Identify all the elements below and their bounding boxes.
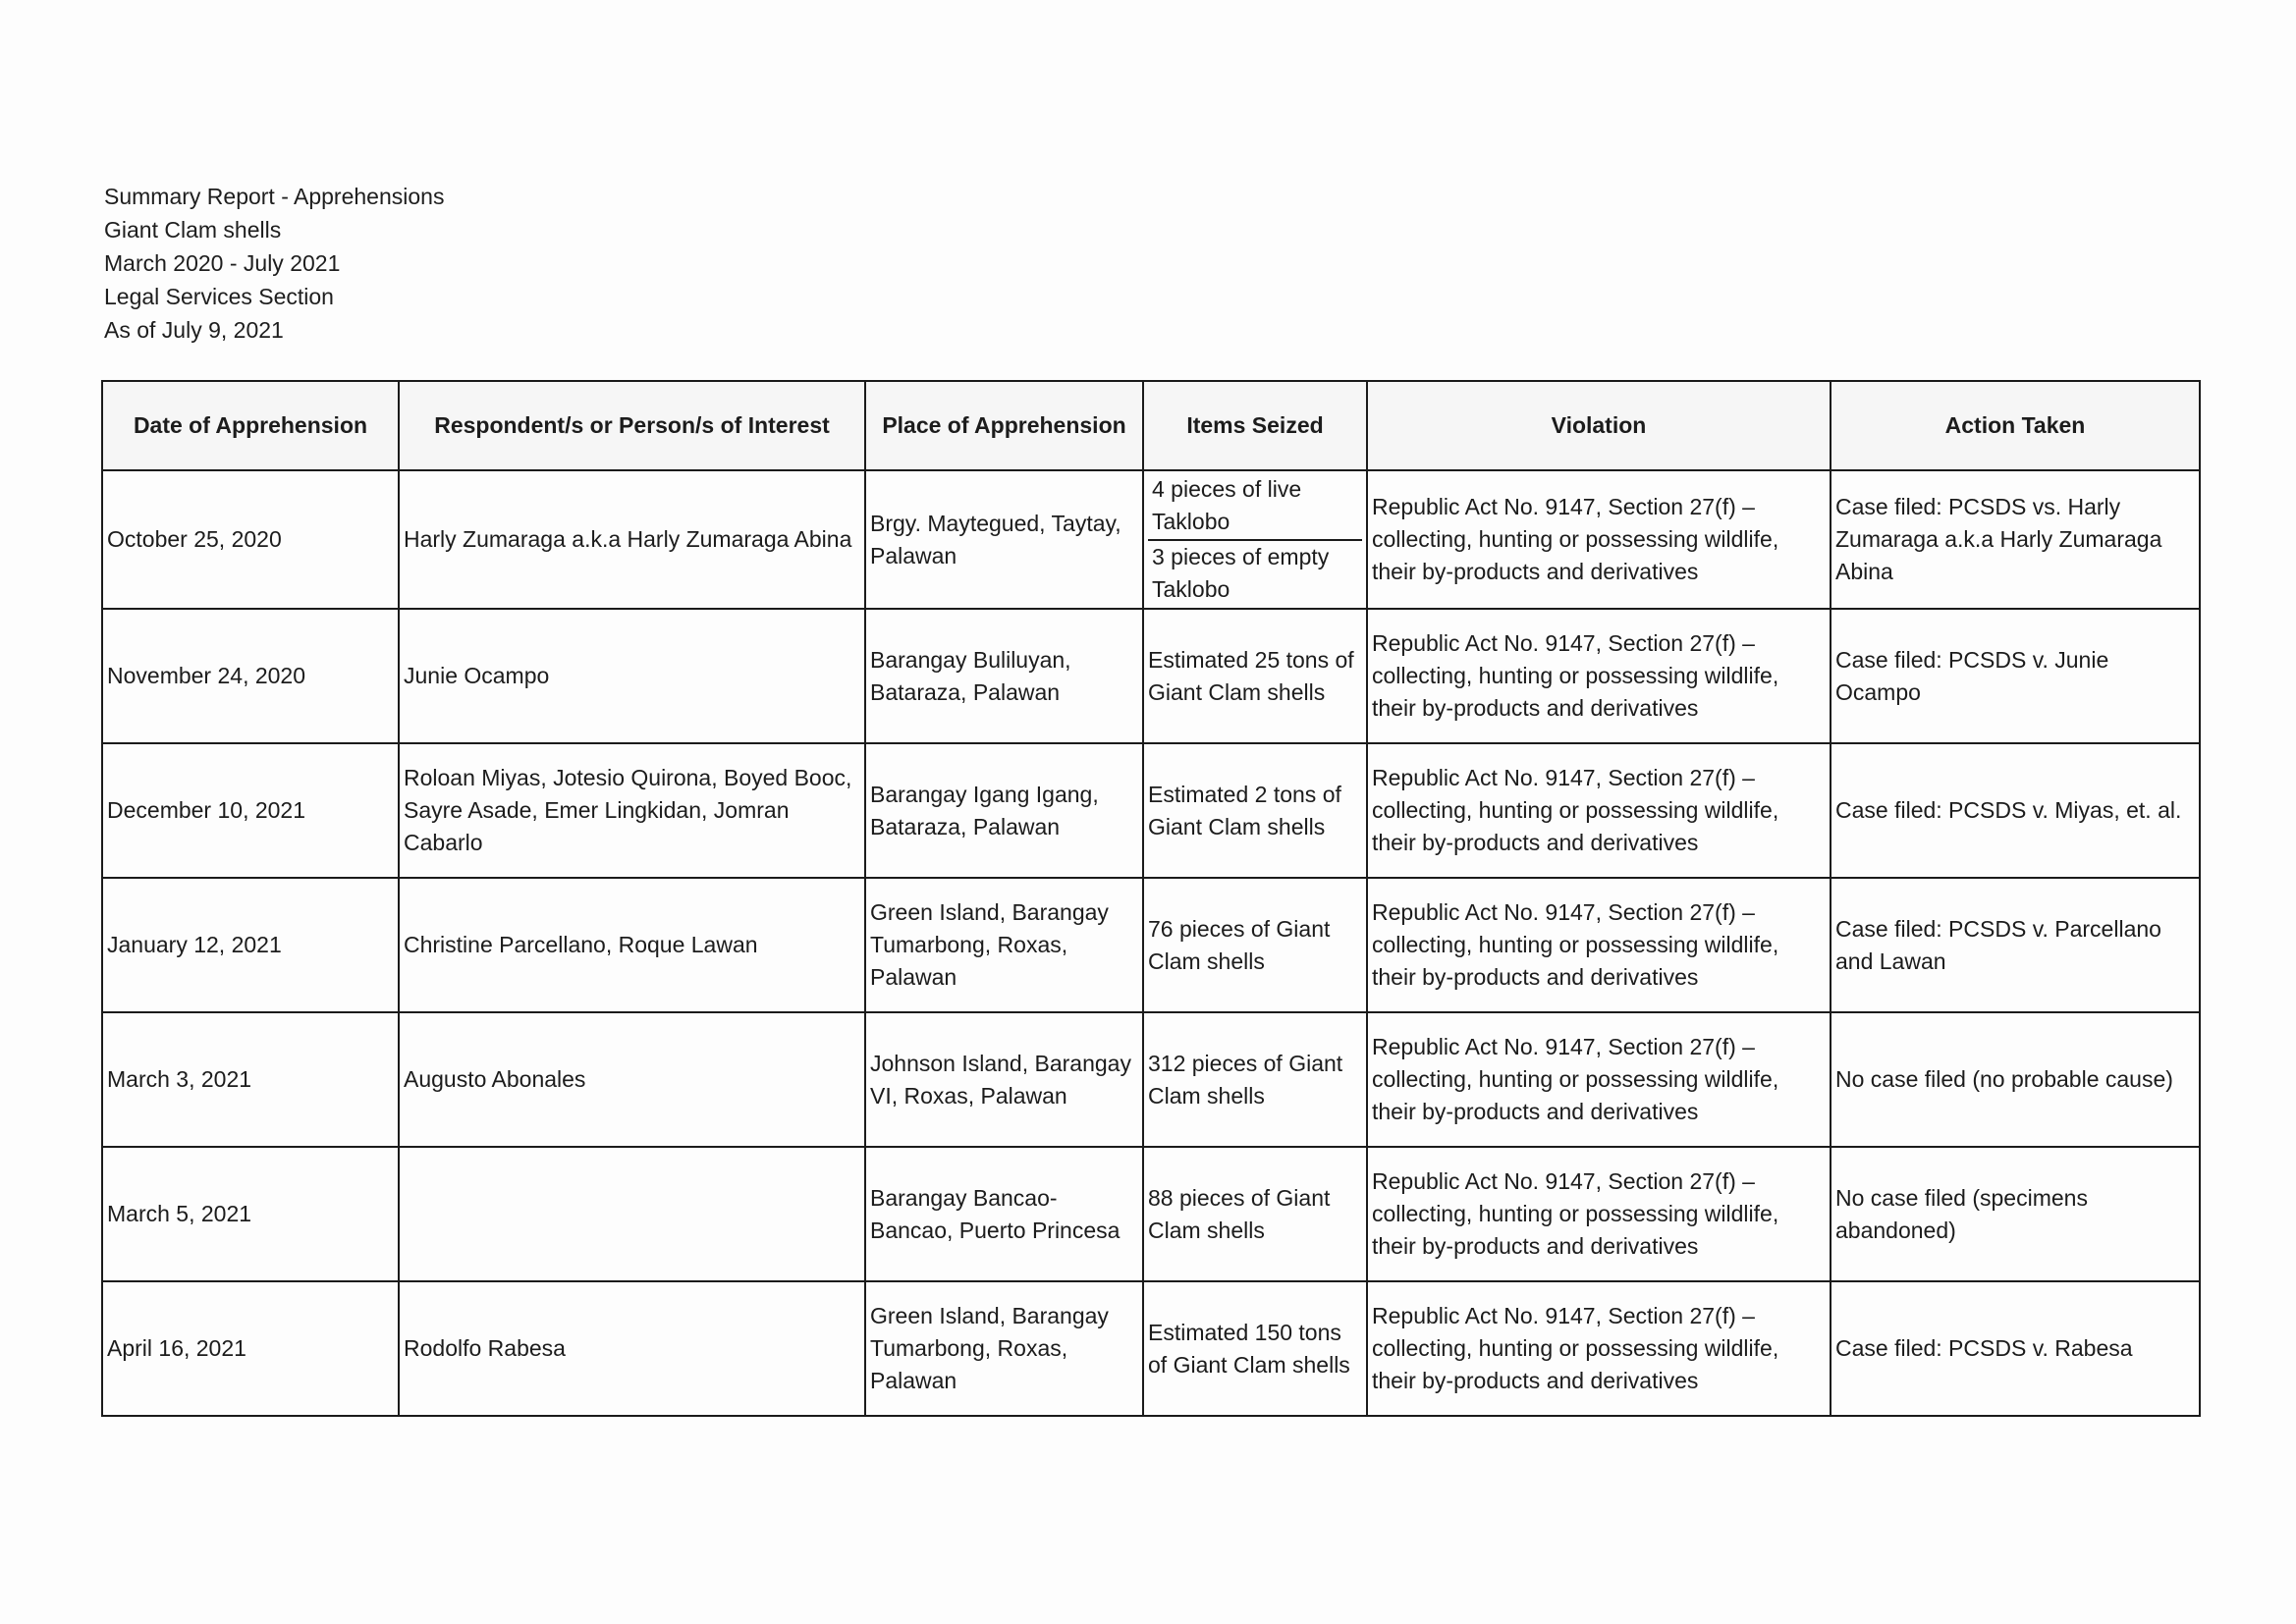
cell-violation: Republic Act No. 9147, Section 27(f) – collecting, hunting or possessing wildlife, their by-products and derivatives [1367, 878, 1831, 1012]
cell-place: Barangay Igang Igang, Bataraza, Palawan [865, 743, 1143, 878]
cell-place: Barangay Bancao-Bancao, Puerto Princesa [865, 1147, 1143, 1281]
cell-items [1143, 470, 1367, 609]
cell-items: 312 pieces of Giant Clam shells [1143, 1012, 1367, 1147]
cell-date: January 12, 2021 [102, 878, 399, 1012]
table-row [102, 470, 2200, 609]
cell-action: No case filed (specimens abandoned) [1831, 1147, 2200, 1281]
header-row [102, 381, 2200, 470]
report-period: March 2020 - July 2021 [104, 250, 341, 276]
cell-violation: Republic Act No. 9147, Section 27(f) – collecting, hunting or possessing wildlife, their by-products and derivatives [1367, 1012, 1831, 1147]
cell-action: No case filed (no probable cause) [1831, 1012, 2200, 1147]
report-as-of-date: As of July 9, 2021 [104, 317, 284, 343]
report-section: Legal Services Section [104, 284, 334, 309]
column-header-date: Date of Apprehension [102, 381, 399, 470]
table-body [102, 470, 2200, 1416]
table-row [102, 1281, 2200, 1416]
cell-respondent: Christine Parcellano, Roque Lawan [399, 878, 865, 1012]
table-row [102, 1147, 2200, 1281]
cell-place: Green Island, Barangay Tumarbong, Roxas, Palawan [865, 878, 1143, 1012]
cell-date: November 24, 2020 [102, 609, 399, 743]
column-header-action: Action Taken [1831, 381, 2200, 470]
cell-date: March 3, 2021 [102, 1012, 399, 1147]
column-header-respondent: Respondent/s or Person/s of Interest [399, 381, 865, 470]
cell-items: Estimated 150 tons of Giant Clam shells [1143, 1281, 1367, 1416]
cell-violation: Republic Act No. 9147, Section 27(f) – collecting, hunting or possessing wildlife, their by-products and derivatives [1367, 609, 1831, 743]
column-header-place: Place of Apprehension [865, 381, 1143, 470]
cell-respondent: Roloan Miyas, Jotesio Quirona, Boyed Booc, Sayre Asade, Emer Lingkidan, Jomran Cabarlo [399, 743, 865, 878]
cell-action: Case filed: PCSDS vs. Harly Zumaraga a.k.a Harly Zumaraga Abina [1831, 470, 2200, 609]
cell-items: 88 pieces of Giant Clam shells [1143, 1147, 1367, 1281]
items-split [1148, 473, 1362, 606]
cell-respondent: Harly Zumaraga a.k.a Harly Zumaraga Abina [399, 470, 865, 609]
cell-place: Green Island, Barangay Tumarbong, Roxas, Palawan [865, 1281, 1143, 1416]
cell-date: March 5, 2021 [102, 1147, 399, 1281]
cell-place: Johnson Island, Barangay VI, Roxas, Palawan [865, 1012, 1143, 1147]
cell-action: Case filed: PCSDS v. Junie Ocampo [1831, 609, 2200, 743]
cell-violation: Republic Act No. 9147, Section 27(f) – collecting, hunting or possessing wildlife, their by-products and derivatives [1367, 1281, 1831, 1416]
table-row [102, 1012, 2200, 1147]
cell-violation: Republic Act No. 9147, Section 27(f) – collecting, hunting or possessing wildlife, their by-products and derivatives [1367, 470, 1831, 609]
cell-action: Case filed: PCSDS v. Parcellano and Lawan [1831, 878, 2200, 1012]
cell-respondent [399, 1147, 865, 1281]
item-entry: 4 pieces of live Taklobo [1152, 476, 1302, 535]
cell-place: Barangay Buliluyan, Bataraza, Palawan [865, 609, 1143, 743]
cell-items: 76 pieces of Giant Clam shells [1143, 878, 1367, 1012]
cell-violation: Republic Act No. 9147, Section 27(f) – collecting, hunting or possessing wildlife, their by-products and derivatives [1367, 1147, 1831, 1281]
cell-date: April 16, 2021 [102, 1281, 399, 1416]
cell-date: October 25, 2020 [102, 470, 399, 609]
column-header-violation: Violation [1367, 381, 1831, 470]
item-entry: 3 pieces of empty Taklobo [1148, 539, 1362, 607]
column-header-items: Items Seized [1143, 381, 1367, 470]
table-row [102, 609, 2200, 743]
apprehensions-table [101, 380, 2201, 1417]
table-row [102, 743, 2200, 878]
cell-violation: Republic Act No. 9147, Section 27(f) – collecting, hunting or possessing wildlife, their by-products and derivatives [1367, 743, 1831, 878]
cell-place: Brgy. Maytegued, Taytay, Palawan [865, 470, 1143, 609]
cell-items: Estimated 2 tons of Giant Clam shells [1143, 743, 1367, 878]
table-header [102, 381, 2200, 470]
cell-respondent: Augusto Abonales [399, 1012, 865, 1147]
report-title: Summary Report - Apprehensions [104, 184, 445, 209]
cell-respondent: Junie Ocampo [399, 609, 865, 743]
report-header [104, 180, 444, 347]
table-row [102, 878, 2200, 1012]
cell-action: Case filed: PCSDS v. Rabesa [1831, 1281, 2200, 1416]
cell-respondent: Rodolfo Rabesa [399, 1281, 865, 1416]
cell-action: Case filed: PCSDS v. Miyas, et. al. [1831, 743, 2200, 878]
cell-date: December 10, 2021 [102, 743, 399, 878]
cell-items: Estimated 25 tons of Giant Clam shells [1143, 609, 1367, 743]
report-subject: Giant Clam shells [104, 217, 282, 243]
